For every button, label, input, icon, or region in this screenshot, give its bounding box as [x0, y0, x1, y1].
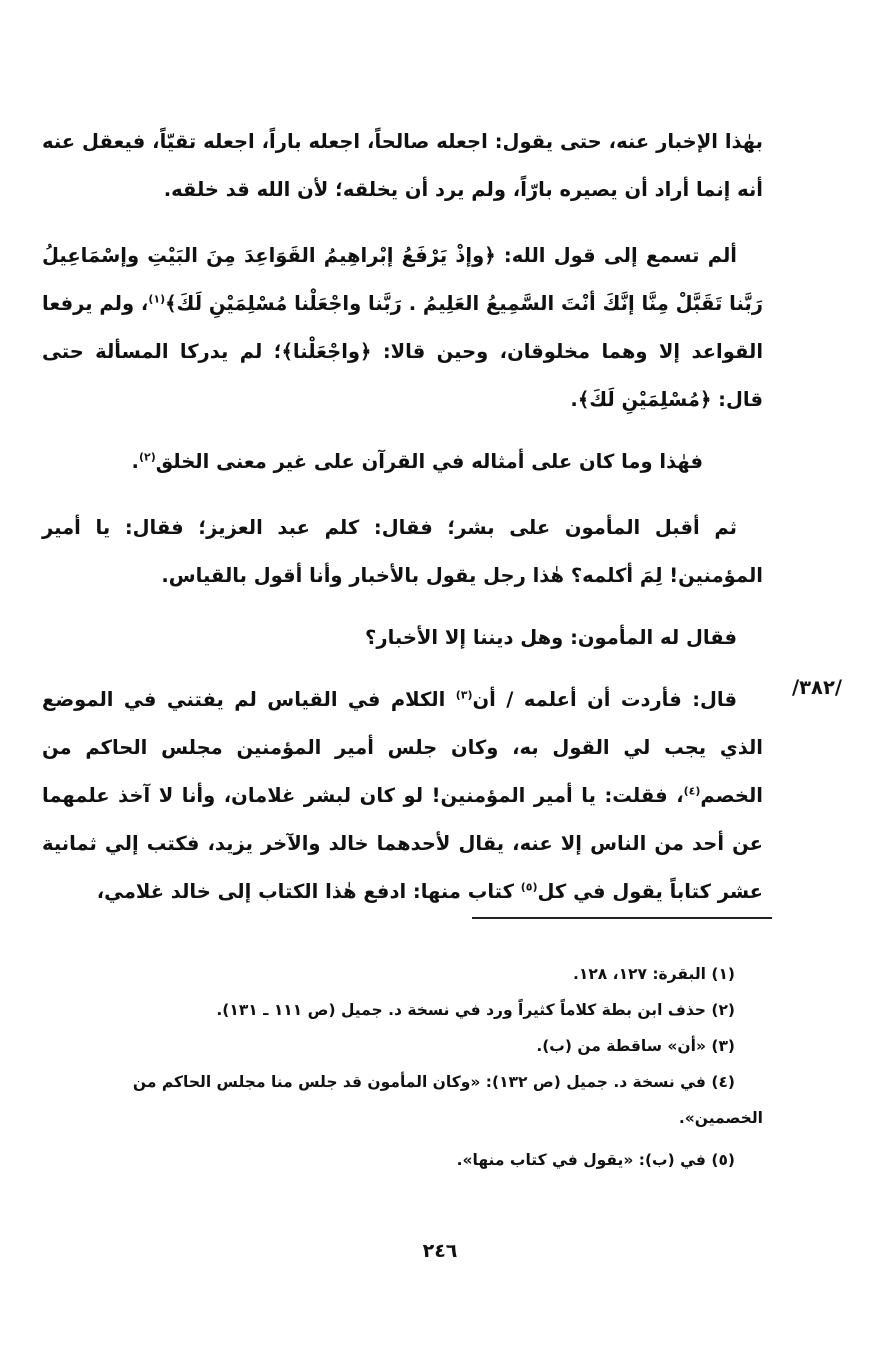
paragraph-3-text: فهٰذا وما كان على أمثاله في القرآن على غير معنى الخلق — [155, 450, 703, 473]
paragraph-4-text: ثم أقبل المأمون على بشر؛ فقال: كلم عبد العزيز؛ فقال: يا أمير المؤمنين! لِمَ أكلمه؟ هٰذا رجل يقول بالأخبار وأنا أقول بالقياس. — [42, 516, 763, 587]
footnotes — [50, 956, 763, 1178]
footnote-separator — [472, 917, 772, 919]
paragraph-6-text-b: الكلام في القياس لم يفتني في الموضع الذي يجب لي القول به، وكان جلس أمير المؤمنين مجلس الحاكم من الخصم — [42, 688, 763, 807]
paragraph-3 — [42, 438, 763, 486]
paragraph-6-text-a: قال: فأردت أن أعلمه / أن — [472, 688, 738, 711]
paragraph-2-rest: ، ولم يرفعا القواعد إلا وهما مخلوقان، وحين قالا: ﴿واجْعَلْنا﴾؛ لم يدركا المسألة حتى قال: ﴿مُسْلِمَيْنِ لَكَ﴾. — [42, 292, 763, 411]
paragraph-6-text-c: ، فقلت: يا أمير المؤمنين! لو كان لبشر غلامان، وأنا لا آخذ علمهما عن أحد من الناس إلا عنه، يقال لأحدهما خالد والآخر يزيد، فكتب إلي ثمانية عشر كتاباً يقول في كل — [42, 784, 763, 903]
paragraph-5 — [42, 614, 763, 662]
paragraph-2-text: ألم تسمع إلى قول الله: ﴿وإذْ يَرْفَعُ إبْراهِيمُ القَوَاعِدَ مِنَ البَيْتِ وإسْمَاعِيلُ رَبَّنا تَقَبَّلْ مِنَّا إنَّكَ أنْتَ السَّمِيعُ العَلِيمُ . رَبَّنا واجْعَلْنا مُسْلِمَيْنِ لَكَ﴾ — [42, 244, 763, 315]
paragraph-2 — [42, 232, 763, 424]
main-text — [42, 118, 763, 916]
page-number: ٢٤٦ — [422, 1240, 458, 1262]
footnote-1: (١) البقرة: ١٢٧، ١٢٨. — [572, 965, 735, 983]
paragraph-5-text: فقال له المأمون: وهل ديننا إلا الأخبار؟ — [365, 626, 737, 649]
footnote-2: (٢) حذف ابن بطة كلاماً كثيراً ورد في نسخة د. جميل (ص ١١١ ـ ١٣١). — [216, 1001, 735, 1019]
footnote-5: (٥) في (ب): «يقول في كتاب منها». — [456, 1151, 735, 1169]
paragraph-3-end: . — [131, 450, 139, 473]
paragraph-1-text: بهٰذا الإخبار عنه، حتى يقول: اجعله صالحاً، اجعله باراً، اجعله تقيّاً، فيعقل عنه أنه إنما أراد أن يصيره بارّاً، ولم يرد أن يخلقه؛ لأن الله قد خلقه. — [42, 130, 763, 201]
paragraph-1 — [42, 118, 763, 214]
footnote-ref-3[interactable]: (٣) — [455, 688, 473, 702]
footnote-ref-1[interactable]: (١) — [148, 292, 166, 306]
footnote-ref-4[interactable]: (٤) — [683, 784, 701, 798]
margin-manuscript-number: /٣٨٢/ — [792, 676, 842, 699]
footnote-3: (٣) «أن» ساقطة من (ب). — [536, 1037, 735, 1055]
footnote-ref-2[interactable]: (٢) — [138, 450, 156, 464]
paragraph-6-text-d: كتاب منها: ادفع هٰذا الكتاب إلى خالد غلامي، — [96, 880, 521, 903]
footnote-ref-5[interactable]: (٥) — [520, 880, 538, 894]
paragraph-4 — [42, 504, 763, 600]
paragraph-6 — [42, 676, 763, 916]
footnote-4: (٤) في نسخة د. جميل (ص ١٣٢): «وكان المأمون قد جلس منا مجلس الحاكم من الخصمين». — [132, 1073, 763, 1127]
